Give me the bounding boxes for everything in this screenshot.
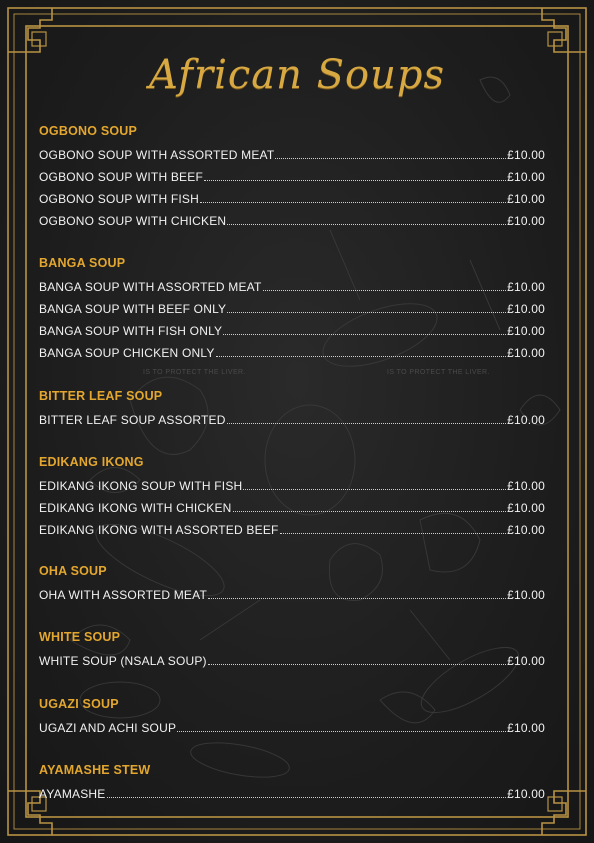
menu-item-price: £10.00: [507, 479, 545, 493]
dot-leader: [223, 333, 506, 335]
menu-item: [39, 168, 545, 184]
section-title: EDIKANG IKONG: [39, 455, 144, 469]
dot-leader: [227, 422, 506, 424]
menu-item: [39, 278, 545, 294]
menu-item-price: £10.00: [507, 654, 545, 668]
menu-item-price: £10.00: [507, 302, 545, 316]
background-watermark-text: IS TO PROTECT THE LIVER.: [387, 369, 490, 376]
dot-leader: [280, 532, 507, 534]
dot-leader: [208, 663, 506, 665]
section-title: OHA SOUP: [39, 564, 107, 578]
menu-item-name: BANGA SOUP WITH FISH ONLY: [39, 324, 223, 338]
menu-item: [39, 146, 545, 162]
section-title: WHITE SOUP: [39, 630, 121, 644]
menu-item-name: OGBONO SOUP WITH CHICKEN: [39, 214, 227, 228]
dot-leader: [216, 355, 507, 357]
menu-item-price: £10.00: [507, 346, 545, 360]
menu-item-name: UGAZI AND ACHI SOUP: [39, 721, 177, 735]
dot-leader: [243, 488, 506, 490]
dot-leader: [200, 201, 506, 203]
menu-item-price: £10.00: [507, 280, 545, 294]
menu-item-price: £10.00: [507, 413, 545, 427]
dot-leader: [263, 289, 507, 291]
menu-item: [39, 300, 545, 316]
menu-item-name: BANGA SOUP CHICKEN ONLY: [39, 346, 215, 360]
menu-item-name: OGBONO SOUP WITH BEEF: [39, 170, 203, 184]
section-title: AYAMASHE STEW: [39, 763, 151, 777]
menu-title: African Soups: [148, 52, 445, 98]
menu-item-name: OGBONO SOUP WITH FISH: [39, 192, 199, 206]
menu-item-price: £10.00: [507, 324, 545, 338]
section-title: OGBONO SOUP: [39, 124, 138, 138]
menu-item: [39, 719, 545, 735]
dot-leader: [107, 796, 507, 798]
menu-item-name: EDIKANG IKONG WITH CHICKEN: [39, 501, 232, 515]
dot-leader: [227, 311, 506, 313]
dot-leader: [204, 179, 506, 181]
menu-item-name: EDIKANG IKONG WITH ASSORTED BEEF: [39, 523, 279, 537]
menu-item-price: £10.00: [507, 214, 545, 228]
menu-item-name: OGBONO SOUP WITH ASSORTED MEAT: [39, 148, 275, 162]
section-title: BITTER LEAF SOUP: [39, 389, 163, 403]
menu-item-price: £10.00: [507, 170, 545, 184]
menu-item: [39, 411, 545, 427]
menu-item: [39, 190, 545, 206]
menu-item-name: EDIKANG IKONG SOUP WITH FISH: [39, 479, 243, 493]
menu-item-name: WHITE SOUP (NSALA SOUP): [39, 654, 207, 668]
menu-item-name: AYAMASHE: [39, 787, 106, 801]
dot-leader: [233, 510, 507, 512]
menu-item-name: BITTER LEAF SOUP ASSORTED: [39, 413, 226, 427]
menu-item: [39, 521, 545, 537]
dot-leader: [227, 223, 506, 225]
menu-item-price: £10.00: [507, 523, 545, 537]
menu-item: [39, 785, 545, 801]
menu-item: [39, 322, 545, 338]
menu-item: [39, 499, 545, 515]
menu-item-name: OHA WITH ASSORTED MEAT: [39, 588, 207, 602]
menu-item-price: £10.00: [507, 148, 545, 162]
section-title: BANGA SOUP: [39, 256, 126, 270]
menu-item: [39, 586, 545, 602]
menu-item-price: £10.00: [507, 501, 545, 515]
menu-item: [39, 477, 545, 493]
menu-item-price: £10.00: [507, 192, 545, 206]
menu-item: [39, 212, 545, 228]
menu-item-price: £10.00: [507, 588, 545, 602]
menu-item-price: £10.00: [507, 721, 545, 735]
menu-item-name: BANGA SOUP WITH ASSORTED MEAT: [39, 280, 262, 294]
menu-item-name: BANGA SOUP WITH BEEF ONLY: [39, 302, 227, 316]
dot-leader: [275, 157, 506, 159]
menu-item: [39, 344, 545, 360]
background-watermark-text: IS TO PROTECT THE LIVER.: [143, 369, 246, 376]
section-title: UGAZI SOUP: [39, 697, 119, 711]
dot-leader: [177, 730, 506, 732]
dot-leader: [208, 597, 506, 599]
menu-item-price: £10.00: [507, 787, 545, 801]
menu-item: [39, 652, 545, 668]
